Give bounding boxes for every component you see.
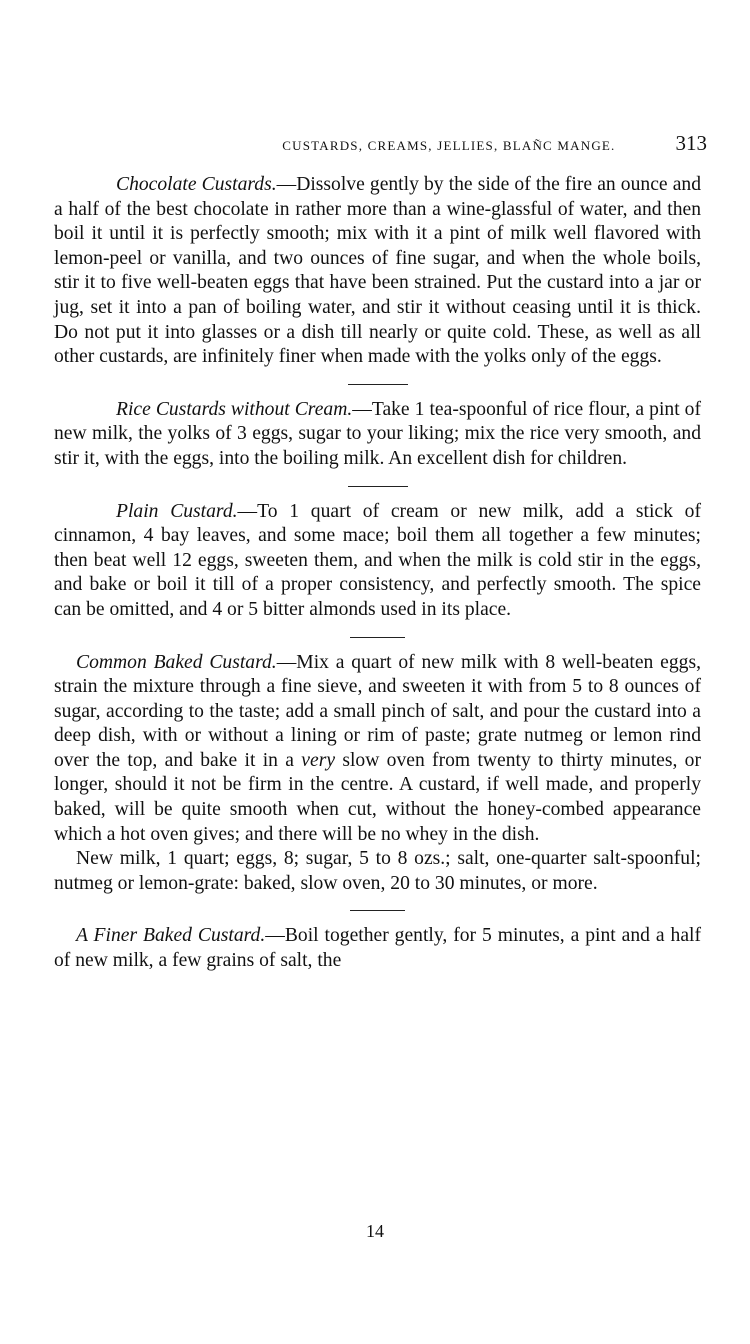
recipe-text: —Boil together gently, for 5 minutes, a pint and a half of new milk, a few grains of salt, the <box>54 925 701 972</box>
recipe-title: Common Baked Custard. <box>76 651 277 673</box>
recipe-text: —Mix a quart of new milk with 8 well-beaten eggs, strain the mixture through a fine sieve, and sweeten it with from 5 to 8 ounces of sugar, according to the taste; add a small pinch of salt, and pour the custard into a deep dish, with or without a lining or rim of paste; grate nutmeg or lemon rind over the top, and bake it in a <box>54 651 701 771</box>
recipe-summary: New milk, 1 quart; eggs, 8; sugar, 5 to 8 ozs.; salt, one-quarter salt-spoonful; nutmeg or lemon-grate: baked, slow oven, 20 to 30 minutes, or more. <box>54 848 701 894</box>
recipe-chocolate-custards <box>54 173 701 370</box>
recipe-rice-custards <box>54 398 701 472</box>
recipe-finer-baked-custard <box>54 924 701 973</box>
recipe-common-baked-custard <box>54 651 701 848</box>
running-header <box>52 131 707 156</box>
recipe-title: A Finer Baked Custard. <box>76 925 266 947</box>
recipe-text: slow oven from twenty to thirty minutes, or longer, should it not be firm in the centre. A custard, if well made, and properly baked, will be quite smooth when cut, without the honey-combed appearance which a hot oven gives; and there will be no whey in the dish. <box>54 749 701 845</box>
recipe-text: —Take 1 tea-spoonful of rice flour, a pint of new milk, the yolks of 3 eggs, sugar to your liking; mix the rice very smooth, and stir it, with the eggs, into the boiling milk. An excellent dish for children. <box>54 398 701 469</box>
signature-mark: 14 <box>366 1221 384 1241</box>
section-divider <box>350 637 405 638</box>
page-number: 313 <box>675 131 707 155</box>
section-divider <box>348 384 408 385</box>
recipe-title: Chocolate Custards. <box>116 174 277 195</box>
emphasis-word: very <box>301 749 336 771</box>
page-body <box>54 173 701 974</box>
recipe-title: Rice Custards without Cream. <box>116 398 353 420</box>
recipe-title: Plain Custard. <box>116 500 238 522</box>
section-divider <box>348 486 408 487</box>
running-title: CUSTARDS, CREAMS, JELLIES, BLAÑC MANGE. <box>282 138 616 153</box>
recipe-text: —Dissolve gently by the side of the fire an ounce and a half of the best chocolate in rather more than a wine-glassful of water, and then boil it until it is perfectly smooth; mix with it a pint of milk well flavored with lemon-peel or vanilla, and two ounces of fine sugar, and when the whole boils, stir it to five well-beaten eggs that have been strained. Put the custard into a jar or jug, set it into a pan of boiling water, and stir it without ceasing until it is thick. Do not put it into glasses or a dish till nearly or quite cold. These, as well as all other custards, are infinitely finer when made with the yolks only of the eggs. <box>54 174 701 368</box>
section-divider <box>350 910 405 911</box>
recipe-text: —To 1 quart of cream or new milk, add a stick of cinnamon, 4 bay leaves, and some mace; boil them all together a few minutes; then beat well 12 eggs, sweeten them, and when the milk is cold stir in the eggs, and bake or boil it till of a proper consistency, and perfectly smooth. The spice can be omitted, and 4 or 5 bitter almonds used in its place. <box>54 500 701 620</box>
recipe-plain-custard <box>54 500 701 623</box>
